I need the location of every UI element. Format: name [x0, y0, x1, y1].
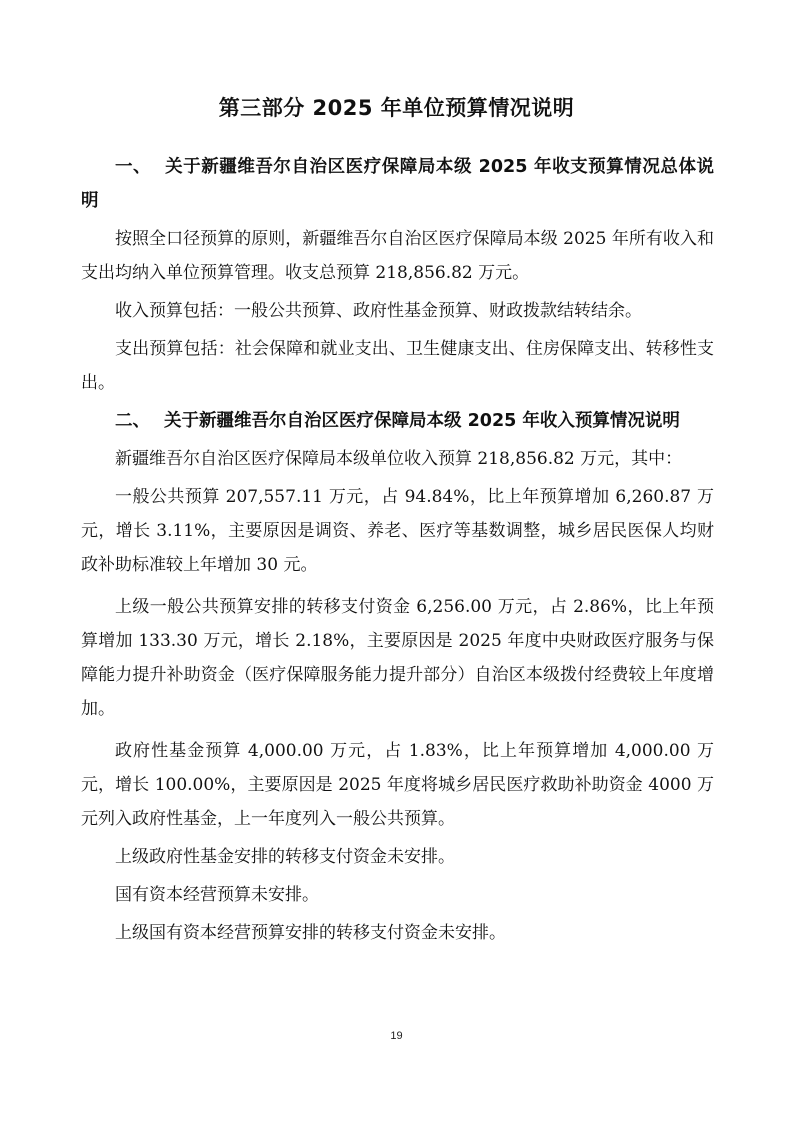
section-2-paragraph: 上级一般公共预算安排的转移支付资金 6,256.00 万元，占 2.86%，比上年预算增加 133.30 万元，增长 2.18%，主要原因是 2025 年度中央财政医疗服务与保障能力提升补助资金（医疗保障服务能力提升部分）自治区本级拨付经费较上年度增加。 [81, 597, 714, 719]
section-2-paragraph: 政府性基金预算 4,000.00 万元，占 1.83%，比上年预算增加 4,000.00 万元，增长 100.00%，主要原因是 2025 年度将城乡居民医疗救助补助资金 4000 万元列入政府性基金，上一年度列入一般公共预算。 [81, 741, 714, 829]
section-2-number: 二、 [115, 411, 150, 431]
section-1-paragraph: 支出预算包括：社会保障和就业支出、卫生健康支出、住房保障支出、转移性支出。 [81, 339, 714, 393]
section-2-paragraph: 上级国有资本经营预算安排的转移支付资金未安排。 [115, 923, 506, 943]
page-number: 19 [390, 1030, 403, 1042]
section-2-heading [81, 404, 714, 438]
section-2-paragraph: 新疆维吾尔自治区医疗保障局本级单位收入预算 218,856.82 万元，其中： [115, 449, 683, 469]
section-1-paragraph: 按照全口径预算的原则，新疆维吾尔自治区医疗保障局本级 2025 年所有收入和支出均纳入单位预算管理。收支总预算 218,856.82 万元。 [81, 229, 714, 283]
section-2-paragraph: 国有资本经营预算未安排。 [115, 885, 319, 905]
section-1-heading-text: 关于新疆维吾尔自治区医疗保障局本级 2025 年收支预算情况总体说明 [81, 157, 715, 211]
section-2-heading-text: 关于新疆维吾尔自治区医疗保障局本级 2025 年收入预算情况说明 [164, 411, 680, 431]
section-2-paragraph: 一般公共预算 207,557.11 万元，占 94.84%，比上年预算增加 6,260.87 万元，增长 3.11%，主要原因是调资、养老、医疗等基数调整，城乡居民医保人均财政补助标准较上年增加 30 元。 [81, 487, 714, 575]
section-1-heading [81, 150, 714, 218]
page-title: 第三部分 2025 年单位预算情况说明 [218, 96, 575, 120]
section-1-number: 一、 [115, 157, 152, 177]
section-2-paragraph: 上级政府性基金安排的转移支付资金未安排。 [115, 847, 455, 867]
document-body [81, 150, 714, 954]
section-1-paragraph: 收入预算包括：一般公共预算、政府性基金预算、财政拨款结转结余。 [115, 301, 642, 321]
